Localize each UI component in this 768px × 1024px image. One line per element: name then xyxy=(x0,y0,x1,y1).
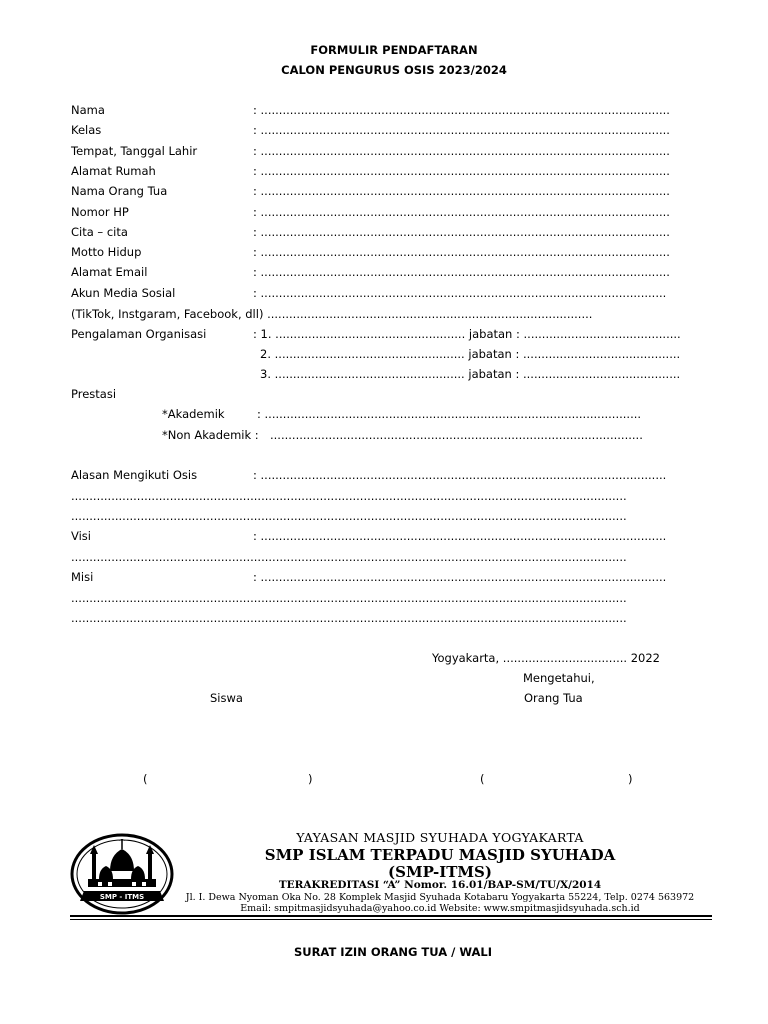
field-value-alamat: : ................................................................................................................ xyxy=(253,164,670,178)
field-value-ttl: : ................................................................................................................ xyxy=(253,144,670,158)
school-logo-icon xyxy=(70,833,175,915)
field-value-motto: : ................................................................................................................ xyxy=(253,245,670,259)
mengetahui-label: Mengetahui, xyxy=(523,671,595,685)
letterhead-divider-thin xyxy=(70,919,712,920)
field-label-ttl: Tempat, Tanggal Lahir xyxy=(71,144,198,158)
orang-tua-label: Orang Tua xyxy=(524,691,583,705)
social-media-note: (TikTok, Instgaram, Facebook, dll) ......................................................................................... xyxy=(71,307,593,321)
letterhead-divider-thick xyxy=(70,915,712,917)
surat-izin-title: SURAT IZIN ORANG TUA / WALI xyxy=(293,945,493,959)
field-value-email: : ................................................................................................................ xyxy=(253,265,670,279)
organisasi-row-3: 3. .................................................... jabatan : ........................................... xyxy=(260,367,681,381)
organisasi-row-1: : 1. .................................................... jabatan : ........................................... xyxy=(253,327,681,341)
organisasi-row-2: 2. .................................................... jabatan : ........................................... xyxy=(260,347,681,361)
ortu-sign-open: ( xyxy=(480,772,485,786)
field-label-kelas: Kelas xyxy=(71,123,102,137)
siswa-label: Siswa xyxy=(210,691,243,705)
organisasi-label: Pengalaman Organisasi xyxy=(71,327,207,341)
field-value-orang-tua: : ................................................................................................................ xyxy=(253,184,670,198)
logo-text: SMP - ITMS xyxy=(99,893,145,901)
akademik-label: *Akademik xyxy=(162,407,225,421)
field-label-alamat: Alamat Rumah xyxy=(71,164,156,178)
visi-value: : ............................................................................................................... xyxy=(253,529,667,543)
misi-value: : ............................................................................................................... xyxy=(253,570,667,584)
alasan-label: Alasan Mengikuti Osis xyxy=(71,468,198,482)
field-value-cita: : ................................................................................................................ xyxy=(253,225,670,239)
misi-label: Misi xyxy=(71,570,94,584)
alasan-line-1: ........................................................................................................................................................ xyxy=(71,489,627,503)
alasan-value: : ............................................................................................................... xyxy=(253,468,667,482)
field-label-nama: Nama xyxy=(71,103,105,117)
field-value-hp: : ................................................................................................................ xyxy=(253,205,670,219)
field-value-medsos: : ............................................................................................................... xyxy=(253,286,667,300)
non-akademik-label: *Non Akademik : xyxy=(162,428,259,442)
alasan-line-2: ........................................................................................................................................................ xyxy=(71,509,627,523)
siswa-sign-close: ) xyxy=(308,772,313,786)
school-name: SMP ISLAM TERPADU MASJID SYUHADA xyxy=(264,846,616,864)
field-value-kelas: : ................................................................................................................ xyxy=(253,123,670,137)
accreditation: TERAKREDITASI “A” Nomor. 16.01/BAP-SM/TU/X/2014 xyxy=(278,879,602,891)
form-title: FORMULIR PENDAFTARAN xyxy=(310,43,478,57)
visi-line-1: ........................................................................................................................................................ xyxy=(71,550,627,564)
field-value-nama: : ................................................................................................................ xyxy=(253,103,670,117)
non-akademik-value: ...................................................................................................... xyxy=(270,428,643,442)
visi-label: Visi xyxy=(71,529,91,543)
field-label-email: Alamat Email xyxy=(71,265,148,279)
field-label-hp: Nomor HP xyxy=(71,205,129,219)
field-label-orang-tua: Nama Orang Tua xyxy=(71,184,168,198)
field-label-medsos: Akun Media Sosial xyxy=(71,286,176,300)
form-subtitle: CALON PENGURUS OSIS 2023/2024 xyxy=(281,63,507,77)
field-label-motto: Motto Hidup xyxy=(71,245,142,259)
place-date: Yogyakarta, .................................. 2022 xyxy=(432,651,660,665)
school-contact: Email: smpitmasjidsyuhada@yahoo.co.id Website: www.smpitmasjidsyuhada.sch.id xyxy=(240,903,640,914)
prestasi-label: Prestasi xyxy=(71,387,117,401)
field-label-cita: Cita – cita xyxy=(71,225,128,239)
school-address: Jl. I. Dewa Nyoman Oka No. 28 Komplek Masjid Syuhada Kotabaru Yogyakarta 55224, Telp. 0274 563972 xyxy=(185,892,695,903)
school-abbreviation: (SMP-ITMS) xyxy=(388,863,492,881)
misi-line-2: ........................................................................................................................................................ xyxy=(71,611,627,625)
siswa-sign-open: ( xyxy=(143,772,148,786)
akademik-value: : ....................................................................................................... xyxy=(257,407,642,421)
ortu-sign-close: ) xyxy=(628,772,633,786)
misi-line-1: ........................................................................................................................................................ xyxy=(71,591,627,605)
foundation-name: YAYASAN MASJID SYUHADA YOGYAKARTA xyxy=(296,830,584,845)
